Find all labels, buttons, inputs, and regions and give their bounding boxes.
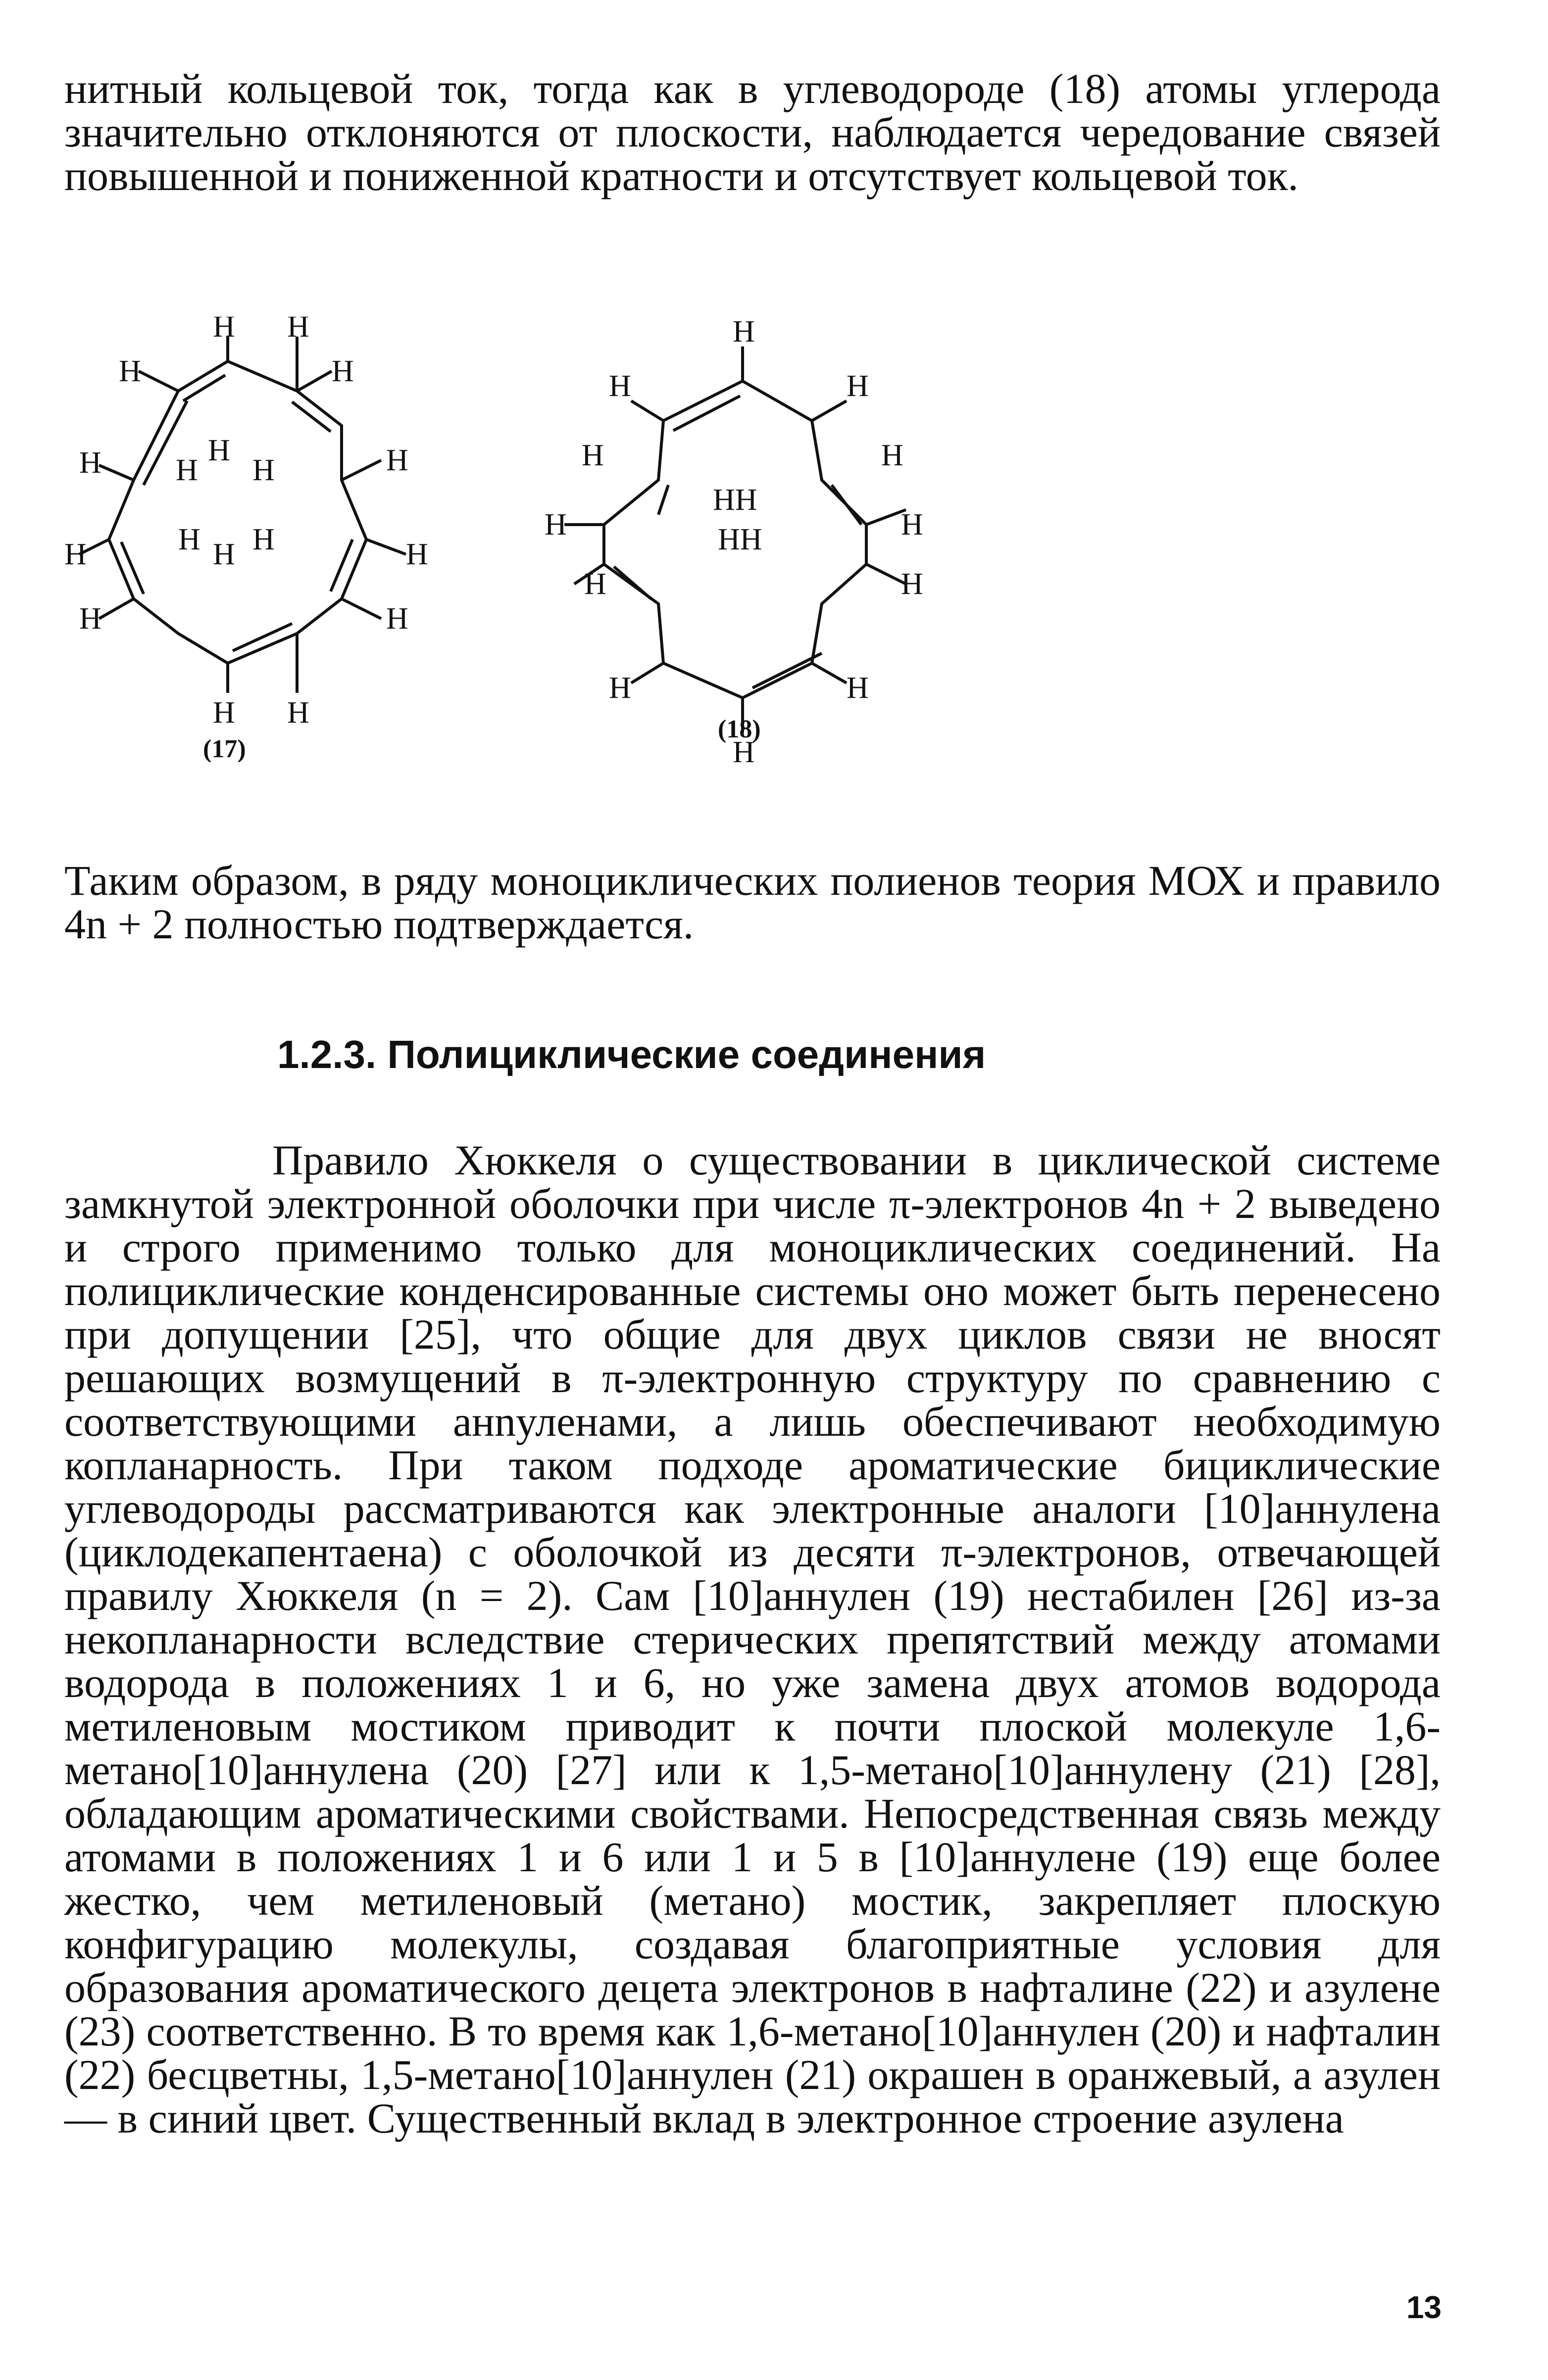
svg-text:H: H — [901, 567, 923, 601]
structure-17 — [64, 317, 470, 762]
svg-text:HH: HH — [713, 483, 757, 517]
svg-text:H: H — [213, 317, 235, 343]
annulene-18-drawing — [545, 317, 950, 762]
svg-text:H: H — [545, 508, 567, 541]
svg-text:H: H — [287, 696, 309, 729]
annulene-17-drawing — [64, 317, 470, 762]
svg-text:H: H — [287, 317, 309, 343]
paragraph-continuation: нитный кольцевой ток, тогда как в углеводороде (18) атомы углерода значительно отклоняются от плоскости, наблюдается чередование связей повышенной и пониженной кратности и отсутствует кольцевой ток. — [64, 65, 1441, 199]
svg-text:H: H — [609, 369, 631, 403]
svg-text:HH: HH — [718, 523, 762, 556]
svg-text:H: H — [406, 537, 428, 571]
svg-text:H: H — [609, 671, 631, 705]
svg-text:H: H — [332, 354, 354, 388]
svg-text:H: H — [847, 369, 869, 403]
structure-label-18: (18) — [718, 715, 761, 743]
svg-text:H: H — [386, 602, 408, 635]
svg-text:H: H — [386, 443, 408, 477]
paragraph-conclusion: Таким образом, в ряду моноциклических полиенов теория МОХ и правило 4n + 2 полностью подтверждается. — [64, 857, 1441, 948]
section-heading: 1.2.3. Полициклические соединения — [277, 1032, 986, 1076]
svg-text:H: H — [64, 537, 87, 571]
paragraph-polycyclic: Правило Хюккеля о существовании в циклической системе замкнутой электронной оболочки при числе π-электронов 4n + 2 выведено и строго применимо только для моноциклических соединений. На полициклические конденсированные системы оно может быть перенесено при допущении [25], что общие для двух циклов связи не вносят решающих возмущений в π-электронную структуру по сравнению с соответствующими анnуленами, а лишь обеспечивают необходимую копланарность. При таком подходе ароматические бициклические углеводороды рассматриваются как электронные аналоги [10]аннулена (циклодекапентаена) с оболочкой из десяти π-электронов, отвечающей правилу Хюккеля (n = 2). Сам [10]аннулен (19) нестабилен [26] из-за некопланарности вследствие стерических препятствий между атомами водорода в положениях 1 и 6, но уже замена двух атомов водорода метиленовым мостиком приводит к почти плоской молекуле 1,6-метано[10]аннулена (20) [27] или к 1,5-метано[10]аннулену (21) [28], обладающим ароматическими свойствами. Непосредственная связь между атомами в положениях 1 и 6 или 1 и 5 в [10]аннулене (19) еще более жестко, чем метиленовый (метано) мостик, закрепляет плоскую конфигурацию молекулы, создавая благоприятные условия для образования ароматического децета электронов в нафталине (22) и азулене (23) соответственно. В то время как 1,6-метано[10]аннулен (20) и нафталин (22) бесцветны, 1,5-метано[10]аннулен (21) окрашен в оранжевый, а азулен — в синий цвет. Существенный вклад в электронное строение азулена — [64, 1136, 1441, 2142]
svg-text:H: H — [847, 671, 869, 705]
svg-text:H: H — [733, 317, 755, 348]
svg-text:H: H — [79, 602, 101, 635]
page-number: 13 — [1406, 2289, 1442, 2325]
svg-text:H: H — [208, 434, 230, 467]
hydrogen-labels-17 — [64, 317, 428, 729]
svg-text:H: H — [119, 354, 141, 388]
svg-text:H: H — [176, 453, 198, 487]
svg-text:H: H — [584, 567, 606, 601]
svg-text:H: H — [252, 523, 275, 556]
svg-text:H: H — [901, 508, 923, 541]
svg-text:H: H — [213, 696, 235, 729]
svg-text:H: H — [881, 438, 903, 472]
svg-text:H: H — [178, 523, 200, 556]
svg-text:H: H — [733, 735, 755, 762]
structure-18 — [545, 317, 950, 762]
svg-text:H: H — [252, 453, 275, 487]
svg-text:H: H — [582, 438, 604, 472]
svg-text:H: H — [213, 537, 235, 571]
svg-text:H: H — [79, 446, 101, 480]
structure-label-17: (17) — [203, 735, 246, 762]
